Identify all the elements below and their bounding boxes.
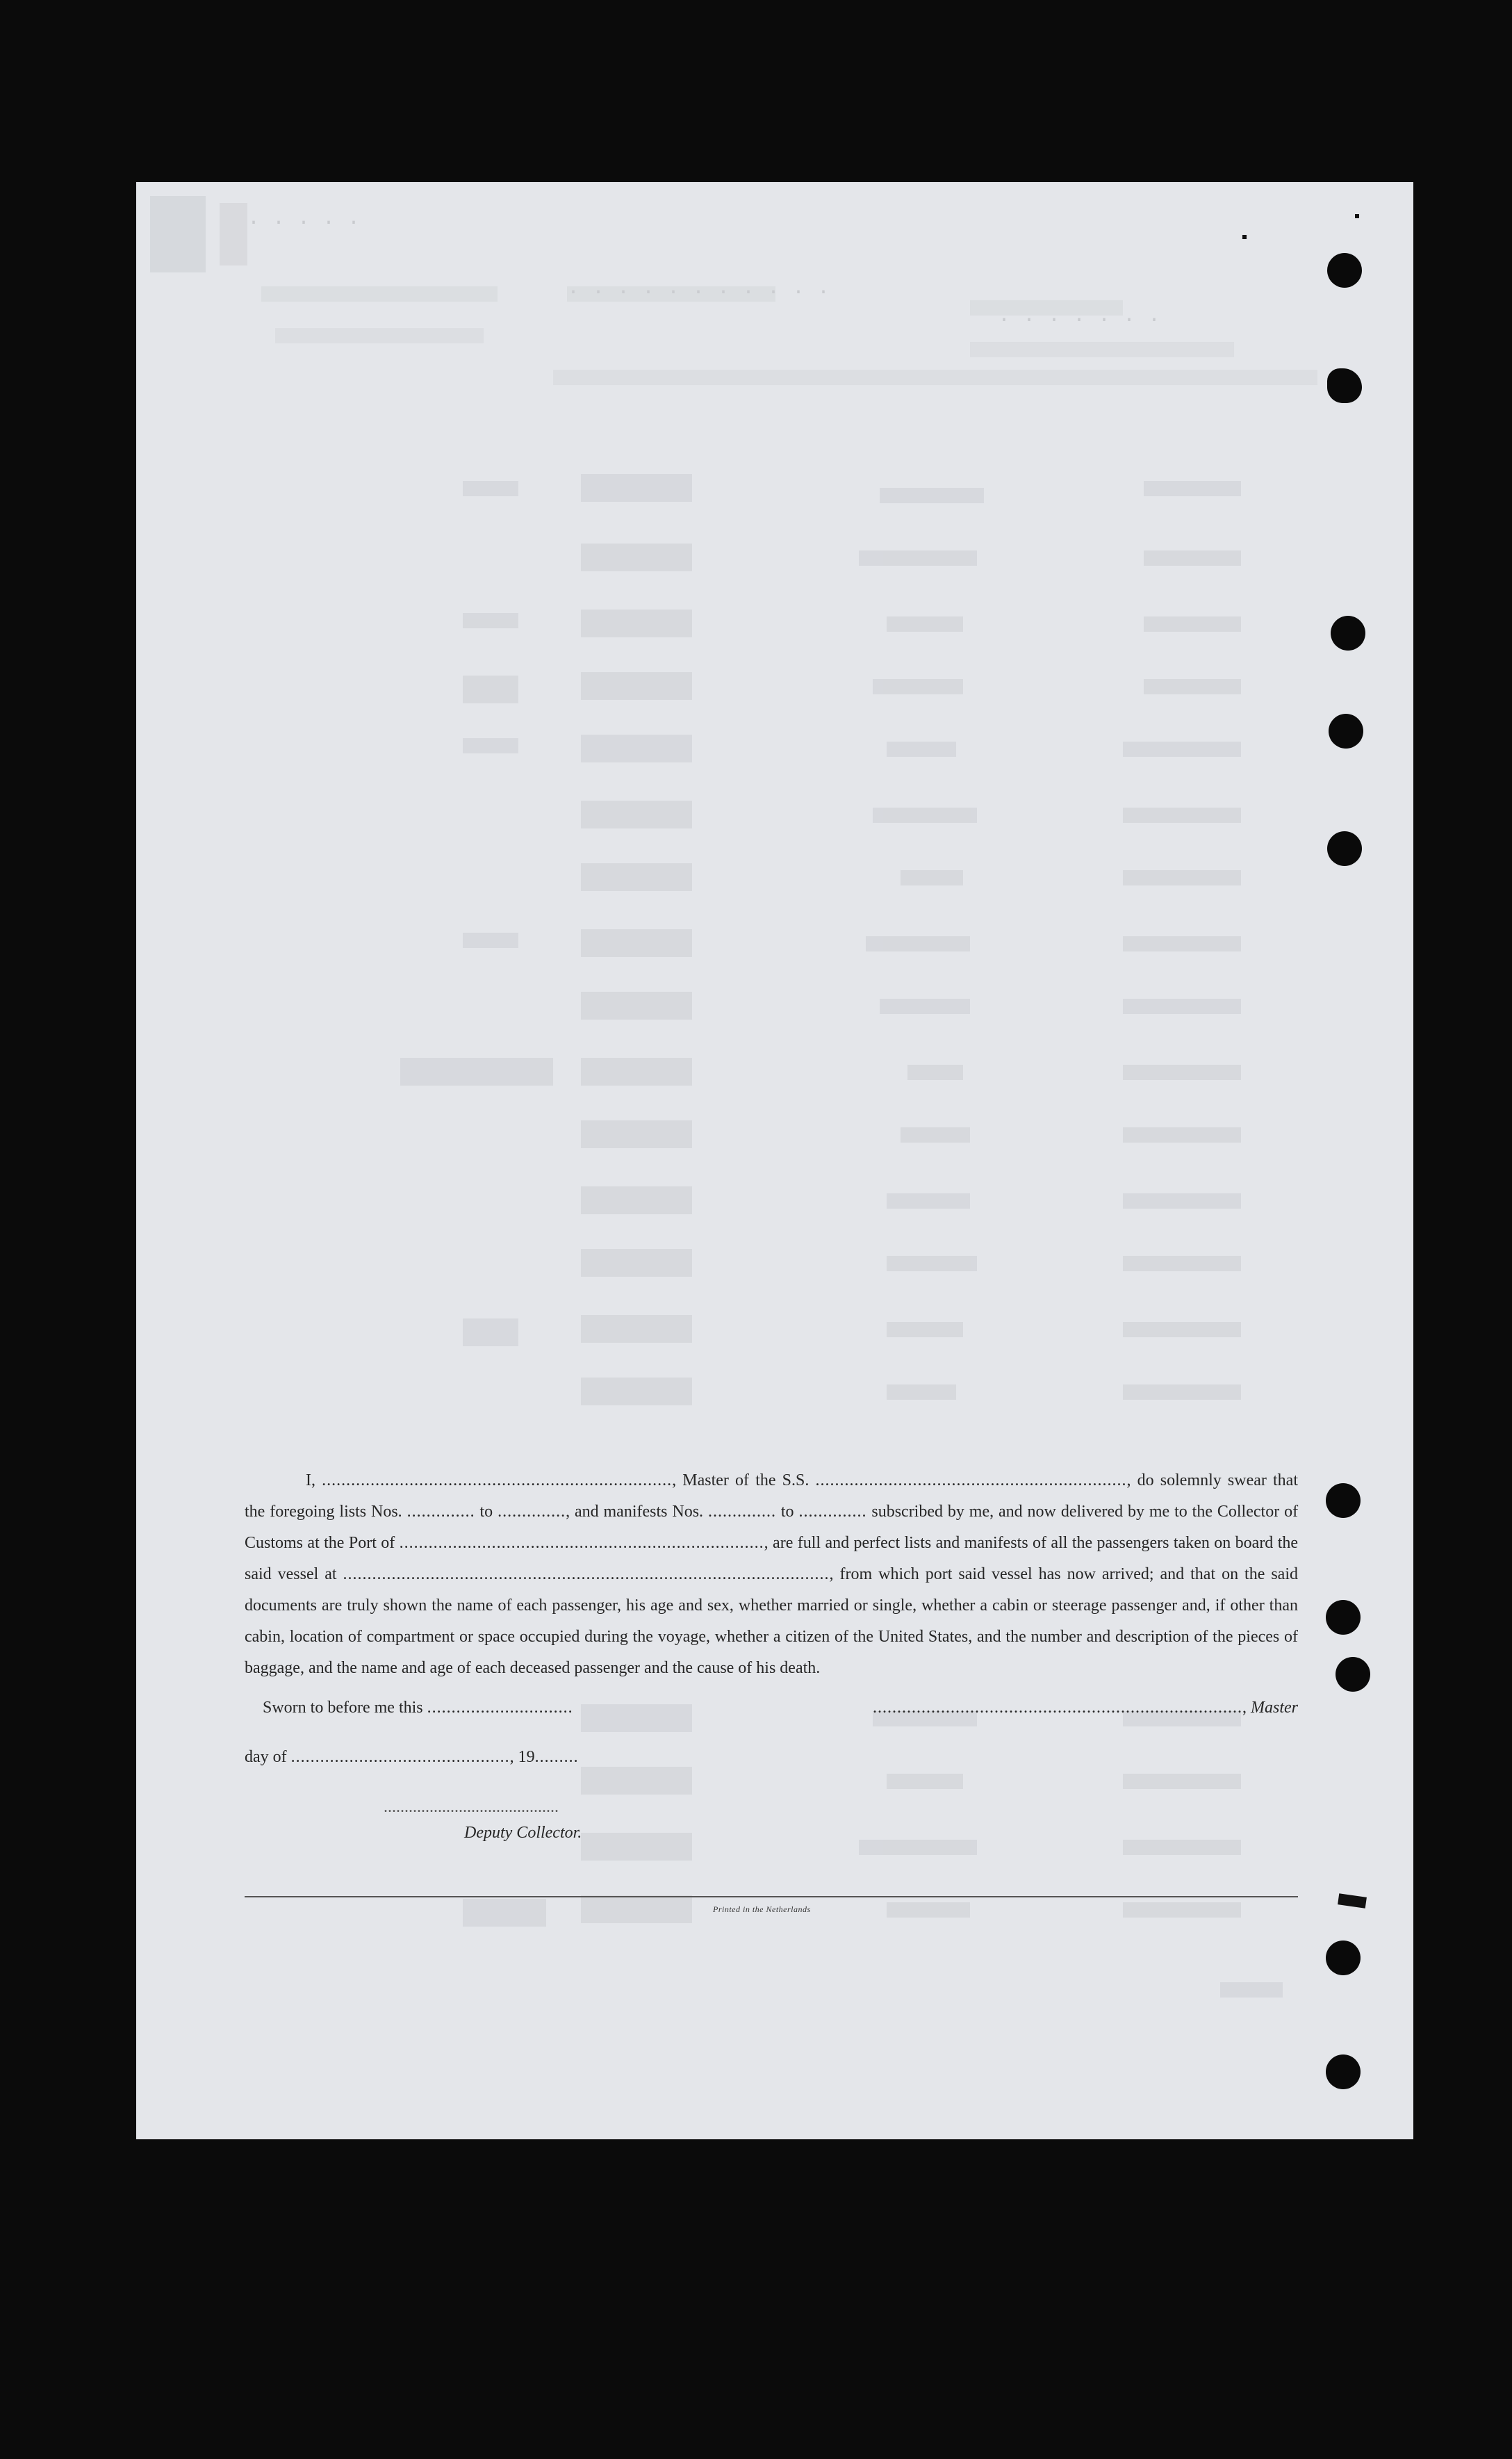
subscribed-label: subscribed by me, and now [871, 1503, 1056, 1521]
punch-hole [1326, 2054, 1361, 2089]
sworn-date-field[interactable]: .............................. [427, 1699, 573, 1717]
manifests-of-label: manifests of all the passengers taken on board the said vessel at [245, 1534, 1299, 1583]
master-of-ss-label: , Master of the S.S. [672, 1471, 810, 1489]
manifest-from-field[interactable]: .............. [707, 1503, 776, 1521]
from-which-label: , from which [829, 1565, 919, 1583]
oath-form [245, 1465, 1298, 1843]
punch-hole [1326, 1941, 1361, 1975]
page-defect [1355, 214, 1359, 218]
printed-in-label: Printed in the Netherlands [713, 1904, 811, 1914]
day-line [245, 1742, 1298, 1773]
footer-rule [245, 1896, 1298, 1897]
manifest-page [136, 182, 1413, 2139]
oath-i: I, [306, 1471, 315, 1489]
punch-hole [1326, 1600, 1361, 1635]
manifests-label: , and manifests Nos. [566, 1503, 704, 1521]
svg-text:. . . . .: . . . . . [247, 207, 361, 231]
day-of-label: day of [245, 1748, 287, 1766]
punch-hole [1327, 831, 1362, 866]
punch-hole [1326, 1483, 1361, 1518]
master-name-field[interactable]: ........................................................................ [322, 1471, 673, 1489]
deputy-signature-field[interactable]: .......................................... [384, 1798, 559, 1816]
day-field[interactable]: ............................................. [290, 1748, 510, 1766]
bleed-through-text [136, 182, 1413, 2139]
svg-text:. . . . . . .: . . . . . . . [998, 304, 1161, 328]
to-label-2: to [780, 1503, 794, 1521]
year-prefix: , 19 [509, 1748, 535, 1766]
oath-paragraph [245, 1465, 1298, 1684]
year-field[interactable]: ......... [534, 1748, 579, 1766]
punch-hole [1331, 616, 1365, 651]
punch-hole [1336, 1657, 1370, 1692]
master-label: Master [1251, 1699, 1298, 1717]
full-perfect-label: , are full and perfect lists and [764, 1534, 960, 1552]
svg-text:. . . . . . . . . . .: . . . . . . . . . . . [567, 277, 830, 300]
sworn-label: Sworn to before me this [263, 1699, 423, 1717]
list-to-field[interactable]: .............. [498, 1503, 566, 1521]
punch-hole [1327, 253, 1362, 288]
sworn-line: Sworn to before me this .............................. ............................................................................, Master [263, 1699, 1298, 1717]
swear-label: swear that the foregoing lists Nos. [245, 1471, 1299, 1521]
vessel-port-field[interactable]: .................................................................................................... [343, 1565, 830, 1583]
page-defect [1242, 235, 1247, 239]
master-signature-field[interactable]: ............................................................................ [873, 1699, 1242, 1717]
to-label-1: to [479, 1503, 493, 1521]
oath-body-text: port said vessel has now arrived; and that on the said documents are truly shown the name of each passenger, his age and sex, whether married or single, whether a cabin or steerage passenger and, if other than cabin, location of compartment or space occupied during the voyage, whether a citizen of the United States, and the number and description of the pieces of baggage, and the name and age of each deceased passenger and the cause of his death. [245, 1565, 1298, 1677]
manifest-to-field[interactable]: .............. [798, 1503, 867, 1521]
list-from-field[interactable]: .............. [406, 1503, 475, 1521]
ship-name-field[interactable]: ................................................................ [815, 1471, 1127, 1489]
do-solemnly-label: , do solemnly [1126, 1471, 1222, 1489]
deputy-collector-label: Deputy Collector. [464, 1824, 582, 1842]
punch-hole [1327, 368, 1362, 403]
punch-hole [1329, 714, 1363, 749]
delivered-label: delivered by me to the Collector of Customs at the Port of [245, 1503, 1299, 1552]
port-field[interactable]: ........................................................................... [399, 1534, 764, 1552]
